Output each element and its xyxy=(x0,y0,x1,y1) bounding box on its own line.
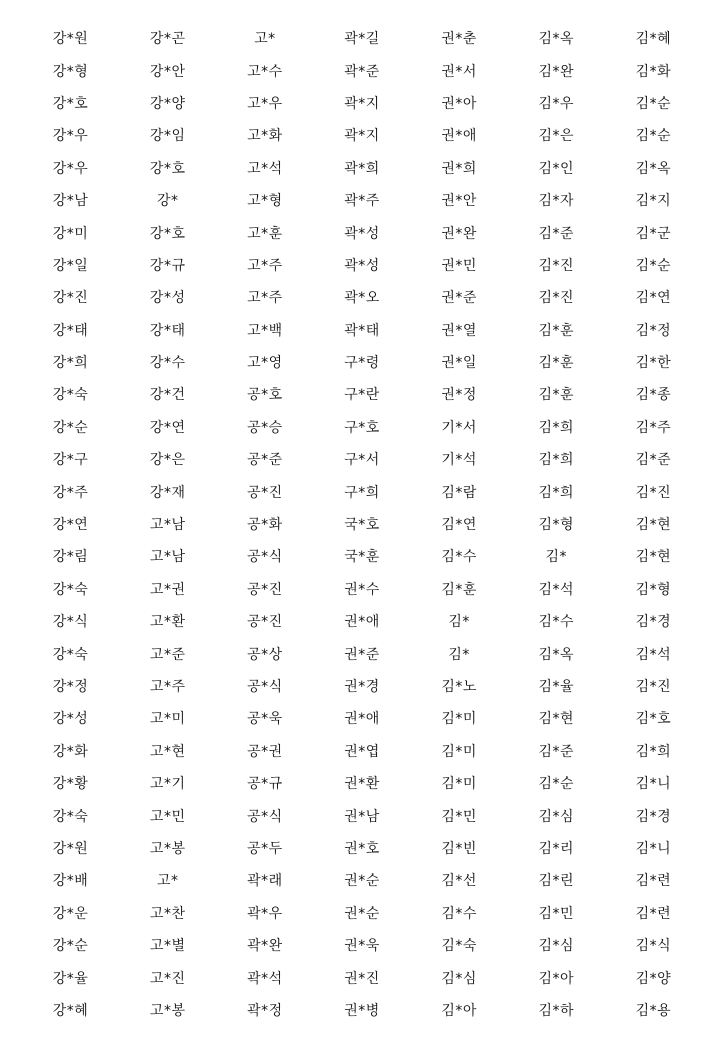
name-cell: 김*석 xyxy=(635,646,672,663)
name-cell: 김*희 xyxy=(538,484,575,501)
name-cell: 강*숙 xyxy=(52,581,89,598)
name-cell: 김*현 xyxy=(538,711,575,728)
name-row xyxy=(22,378,702,410)
name-cell: 김*훈 xyxy=(538,322,575,339)
name-cell: 고*주 xyxy=(247,257,283,274)
name-cell: 강*화 xyxy=(52,743,89,760)
name-row xyxy=(22,605,702,637)
name-cell: 김*하 xyxy=(538,1002,575,1019)
name-cell: 김*율 xyxy=(538,679,575,695)
name-cell: 김*형 xyxy=(538,517,575,534)
name-cell: 공*식 xyxy=(247,549,283,566)
name-cell: 강*진 xyxy=(52,290,89,307)
name-row xyxy=(22,994,702,1026)
name-cell: 공*화 xyxy=(247,517,283,534)
name-cell: 구*령 xyxy=(344,355,380,372)
name-cell: 강*안 xyxy=(149,63,186,80)
name-cell: 국*훈 xyxy=(344,549,380,566)
name-cell: 김*옥 xyxy=(538,646,575,663)
name-cell: 강*율 xyxy=(52,970,89,987)
name-cell: 곽*정 xyxy=(247,1002,283,1019)
name-cell: 김*아 xyxy=(441,1002,477,1019)
name-cell: 강*연 xyxy=(149,419,186,436)
name-row xyxy=(22,184,702,216)
name-cell: 고*기 xyxy=(149,776,186,793)
name-cell: 구*희 xyxy=(344,484,380,501)
name-cell: 김*련 xyxy=(635,905,672,922)
name-cell: 권*정 xyxy=(441,387,477,404)
name-cell: 권*춘 xyxy=(441,31,477,48)
name-cell: 강*건 xyxy=(149,387,186,404)
name-cell: 고* xyxy=(254,31,276,48)
name-cell: 김*노 xyxy=(441,679,477,695)
name-cell: 김*훈 xyxy=(538,355,575,372)
name-cell: 강*숙 xyxy=(52,646,89,663)
name-row xyxy=(22,897,702,929)
name-cell: 권*진 xyxy=(344,970,380,987)
name-cell: 권*욱 xyxy=(344,938,380,955)
name-row xyxy=(22,573,702,605)
name-cell: 강*순 xyxy=(52,419,89,436)
name-cell: 권*아 xyxy=(441,95,477,112)
name-row xyxy=(22,637,702,669)
name-cell: 강*순 xyxy=(52,938,89,955)
name-row xyxy=(22,832,702,864)
name-cell: 고*봉 xyxy=(149,1002,186,1019)
name-cell: 고*화 xyxy=(247,128,283,145)
name-cell: 김*주 xyxy=(635,419,672,436)
name-cell: 곽*희 xyxy=(344,160,380,177)
name-cell: 고*준 xyxy=(149,646,186,663)
name-cell: 고*민 xyxy=(149,808,186,825)
name-row xyxy=(22,443,702,475)
name-row xyxy=(22,314,702,346)
name-cell: 강*희 xyxy=(52,355,89,372)
name-cell: 곽*준 xyxy=(344,63,380,80)
name-cell: 강*규 xyxy=(149,257,186,274)
name-cell: 권*환 xyxy=(344,776,380,793)
name-cell: 강*임 xyxy=(149,128,186,145)
name-cell: 강*성 xyxy=(52,711,89,728)
name-cell: 김*현 xyxy=(635,549,672,566)
name-cell: 고*찬 xyxy=(149,905,186,922)
name-cell: 김*희 xyxy=(635,743,672,760)
name-cell: 권*열 xyxy=(441,322,477,339)
name-cell: 곽*주 xyxy=(344,193,380,210)
name-cell: 김*심 xyxy=(441,970,477,987)
name-cell: 김*준 xyxy=(538,225,575,242)
name-cell: 고*현 xyxy=(149,743,186,760)
name-cell: 김*옥 xyxy=(635,160,672,177)
name-cell: 권*수 xyxy=(344,581,380,598)
name-cell: 공*진 xyxy=(247,581,283,598)
name-cell: 권*경 xyxy=(344,679,380,695)
name-cell: 강*운 xyxy=(52,905,89,922)
name-cell: 김*은 xyxy=(538,128,575,145)
name-cell: 김*니 xyxy=(635,776,672,793)
name-cell: 강*숙 xyxy=(52,808,89,825)
name-cell: 고*미 xyxy=(149,711,186,728)
name-cell: 강* xyxy=(156,193,179,210)
name-cell: 김*순 xyxy=(635,257,672,274)
name-cell: 국*호 xyxy=(344,517,380,534)
name-cell: 김*람 xyxy=(441,484,477,501)
name-cell: 곽*지 xyxy=(344,128,380,145)
name-cell: 공*진 xyxy=(247,614,283,631)
name-cell: 권*애 xyxy=(344,614,380,631)
name-cell: 김*니 xyxy=(635,840,672,857)
name-cell: 권*서 xyxy=(441,63,477,80)
name-cell: 김*형 xyxy=(635,581,672,598)
name-cell: 김*한 xyxy=(635,355,672,372)
name-cell: 권*민 xyxy=(441,257,477,274)
name-cell: 강*태 xyxy=(52,322,89,339)
name-cell: 고*석 xyxy=(247,160,283,177)
name-cell: 김*용 xyxy=(635,1002,672,1019)
name-cell: 권*병 xyxy=(344,1002,380,1019)
name-cell: 강*식 xyxy=(52,614,89,631)
name-cell: 강*정 xyxy=(52,679,89,695)
name-cell: 곽*길 xyxy=(344,31,380,48)
name-cell: 기*서 xyxy=(441,419,477,436)
name-table-body xyxy=(22,22,702,1026)
name-cell: 고*훈 xyxy=(247,225,283,242)
name-row xyxy=(22,119,702,151)
name-cell: 김* xyxy=(448,614,470,631)
name-cell: 강*주 xyxy=(52,484,89,501)
name-row xyxy=(22,54,702,86)
name-cell: 김*경 xyxy=(635,808,672,825)
name-cell: 곽*오 xyxy=(344,290,380,307)
name-cell: 고*영 xyxy=(247,355,283,372)
name-cell: 강*양 xyxy=(149,95,186,112)
name-cell: 고*수 xyxy=(247,63,283,80)
name-cell: 김*정 xyxy=(635,322,672,339)
name-cell: 김*식 xyxy=(635,938,672,955)
name-cell: 김*완 xyxy=(538,63,575,80)
name-cell: 권*완 xyxy=(441,225,477,242)
name-cell: 김*군 xyxy=(635,225,672,242)
name-cell: 공*두 xyxy=(247,840,283,857)
name-cell: 공*진 xyxy=(247,484,283,501)
name-cell: 김*수 xyxy=(441,905,477,922)
name-row xyxy=(22,864,702,896)
name-cell: 고*권 xyxy=(149,581,186,598)
name-cell: 공*권 xyxy=(247,743,283,760)
name-cell: 김*미 xyxy=(441,743,477,760)
name-cell: 고*형 xyxy=(247,193,283,210)
name-cell: 강*연 xyxy=(52,517,89,534)
name-cell: 구*호 xyxy=(344,419,380,436)
name-cell: 강*형 xyxy=(52,63,89,80)
name-row xyxy=(22,475,702,507)
name-cell: 김*연 xyxy=(635,290,672,307)
name-cell: 권*희 xyxy=(441,160,477,177)
name-cell: 고*진 xyxy=(149,970,186,987)
name-cell: 공*호 xyxy=(247,387,283,404)
name-cell: 김*선 xyxy=(441,873,477,890)
name-cell: 곽*성 xyxy=(344,257,380,274)
name-row xyxy=(22,702,702,734)
name-cell: 곽*태 xyxy=(344,322,380,339)
name-cell: 곽*지 xyxy=(344,95,380,112)
name-cell: 권*엽 xyxy=(344,743,380,760)
name-cell: 김*우 xyxy=(538,95,575,112)
name-cell: 강*숙 xyxy=(52,387,89,404)
name-cell: 김*옥 xyxy=(538,31,575,48)
name-cell: 강*남 xyxy=(52,193,89,210)
name-cell: 김*연 xyxy=(441,517,477,534)
name-cell: 구*란 xyxy=(344,387,380,404)
name-cell: 권*남 xyxy=(344,808,380,825)
name-cell: 김*순 xyxy=(635,95,672,112)
name-cell: 강*구 xyxy=(52,452,89,469)
name-cell: 김*빈 xyxy=(441,840,477,857)
name-cell: 권*안 xyxy=(441,193,477,210)
name-cell: 김*민 xyxy=(538,905,575,922)
name-cell: 김*희 xyxy=(538,419,575,436)
name-cell: 강*태 xyxy=(149,322,186,339)
name-cell: 곽*우 xyxy=(247,905,283,922)
name-cell: 김*수 xyxy=(538,614,575,631)
name-cell: 김*지 xyxy=(635,193,672,210)
name-cell: 권*순 xyxy=(344,905,380,922)
name-row xyxy=(22,929,702,961)
name-cell: 김*현 xyxy=(635,517,672,534)
name-cell: 강*림 xyxy=(52,549,89,566)
name-cell: 김* xyxy=(545,549,568,566)
name-cell: 고*백 xyxy=(247,322,283,339)
name-row xyxy=(22,508,702,540)
name-cell: 김*훈 xyxy=(441,581,477,598)
name-cell: 김*숙 xyxy=(441,938,477,955)
name-cell: 고*별 xyxy=(149,938,186,955)
name-row xyxy=(22,540,702,572)
name-cell: 강*미 xyxy=(52,225,89,242)
name-cell: 김*미 xyxy=(441,711,477,728)
name-cell: 강*일 xyxy=(52,257,89,274)
name-row xyxy=(22,216,702,248)
name-cell: 고*남 xyxy=(149,517,186,534)
name-cell: 공*식 xyxy=(247,808,283,825)
name-cell: 고*주 xyxy=(247,290,283,307)
name-cell: 공*준 xyxy=(247,452,283,469)
name-cell: 강*호 xyxy=(149,160,186,177)
name-cell: 김*준 xyxy=(635,452,672,469)
name-cell: 강*황 xyxy=(52,776,89,793)
name-cell: 김*심 xyxy=(538,938,575,955)
name-cell: 공*승 xyxy=(247,419,283,436)
name-cell: 권*순 xyxy=(344,873,380,890)
name-row xyxy=(22,961,702,993)
name-cell: 공*규 xyxy=(247,776,283,793)
name-cell: 김*수 xyxy=(441,549,477,566)
name-cell: 김*종 xyxy=(635,387,672,404)
name-cell: 김*순 xyxy=(538,776,575,793)
name-row xyxy=(22,281,702,313)
name-cell: 고*우 xyxy=(247,95,283,112)
name-cell: 곽*완 xyxy=(247,938,283,955)
name-cell: 권*일 xyxy=(441,355,477,372)
name-cell: 김*진 xyxy=(538,257,575,274)
name-row xyxy=(22,799,702,831)
name-row xyxy=(22,767,702,799)
name-cell: 김* xyxy=(448,646,470,663)
name-cell: 김*순 xyxy=(635,128,672,145)
name-cell: 공*욱 xyxy=(247,711,283,728)
name-cell: 기*석 xyxy=(441,452,477,469)
name-cell: 김*린 xyxy=(538,873,575,890)
name-cell: 김*경 xyxy=(635,614,672,631)
name-row xyxy=(22,152,702,184)
name-cell: 김*민 xyxy=(441,808,477,825)
name-cell: 곽*성 xyxy=(344,225,380,242)
name-cell: 고*주 xyxy=(149,679,186,695)
name-cell: 김*훈 xyxy=(538,387,575,404)
name-cell: 고*남 xyxy=(149,549,186,566)
name-cell: 김*진 xyxy=(538,290,575,307)
name-cell: 김*자 xyxy=(538,193,575,210)
name-cell: 권*준 xyxy=(441,290,477,307)
name-cell: 강*곤 xyxy=(149,31,186,48)
name-cell: 권*준 xyxy=(344,646,380,663)
name-cell: 권*호 xyxy=(344,840,380,857)
name-cell: 김*준 xyxy=(538,743,575,760)
name-cell: 공*상 xyxy=(247,646,283,663)
name-cell: 김*화 xyxy=(635,63,672,80)
name-row xyxy=(22,22,702,54)
name-cell: 김*희 xyxy=(538,452,575,469)
name-cell: 강*배 xyxy=(52,873,89,890)
name-cell: 고*환 xyxy=(149,614,186,631)
name-cell: 강*우 xyxy=(52,160,89,177)
name-row xyxy=(22,249,702,281)
name-cell: 곽*래 xyxy=(247,873,283,890)
name-cell: 강*원 xyxy=(52,31,89,48)
name-cell: 강*재 xyxy=(149,484,186,501)
name-cell: 김*호 xyxy=(635,711,672,728)
name-cell: 김*진 xyxy=(635,679,672,695)
name-row xyxy=(22,735,702,767)
name-cell: 권*애 xyxy=(441,128,477,145)
name-cell: 강*우 xyxy=(52,128,89,145)
name-cell: 김*진 xyxy=(635,484,672,501)
name-cell: 권*애 xyxy=(344,711,380,728)
name-cell: 공*식 xyxy=(247,679,283,695)
name-cell: 김*련 xyxy=(635,873,672,890)
name-cell: 강*수 xyxy=(149,355,186,372)
name-cell: 강*원 xyxy=(52,840,89,857)
name-cell: 김*양 xyxy=(635,970,672,987)
name-cell: 강*호 xyxy=(149,225,186,242)
name-cell: 김*아 xyxy=(538,970,575,987)
name-cell: 김*혜 xyxy=(635,31,672,48)
name-cell: 김*미 xyxy=(441,776,477,793)
name-cell: 구*서 xyxy=(344,452,380,469)
name-cell: 김*심 xyxy=(538,808,575,825)
name-cell: 곽*석 xyxy=(247,970,283,987)
name-row xyxy=(22,411,702,443)
name-table xyxy=(22,22,702,1026)
name-cell: 강*혜 xyxy=(52,1002,89,1019)
name-cell: 강*은 xyxy=(149,452,186,469)
name-cell: 강*호 xyxy=(52,95,89,112)
name-cell: 강*성 xyxy=(149,290,186,307)
name-cell: 고*봉 xyxy=(149,840,186,857)
name-cell: 김*리 xyxy=(538,840,575,857)
name-row xyxy=(22,87,702,119)
name-cell: 고* xyxy=(156,873,179,890)
name-row xyxy=(22,670,702,702)
name-cell: 김*석 xyxy=(538,581,575,598)
name-row xyxy=(22,346,702,378)
name-cell: 김*인 xyxy=(538,160,575,177)
